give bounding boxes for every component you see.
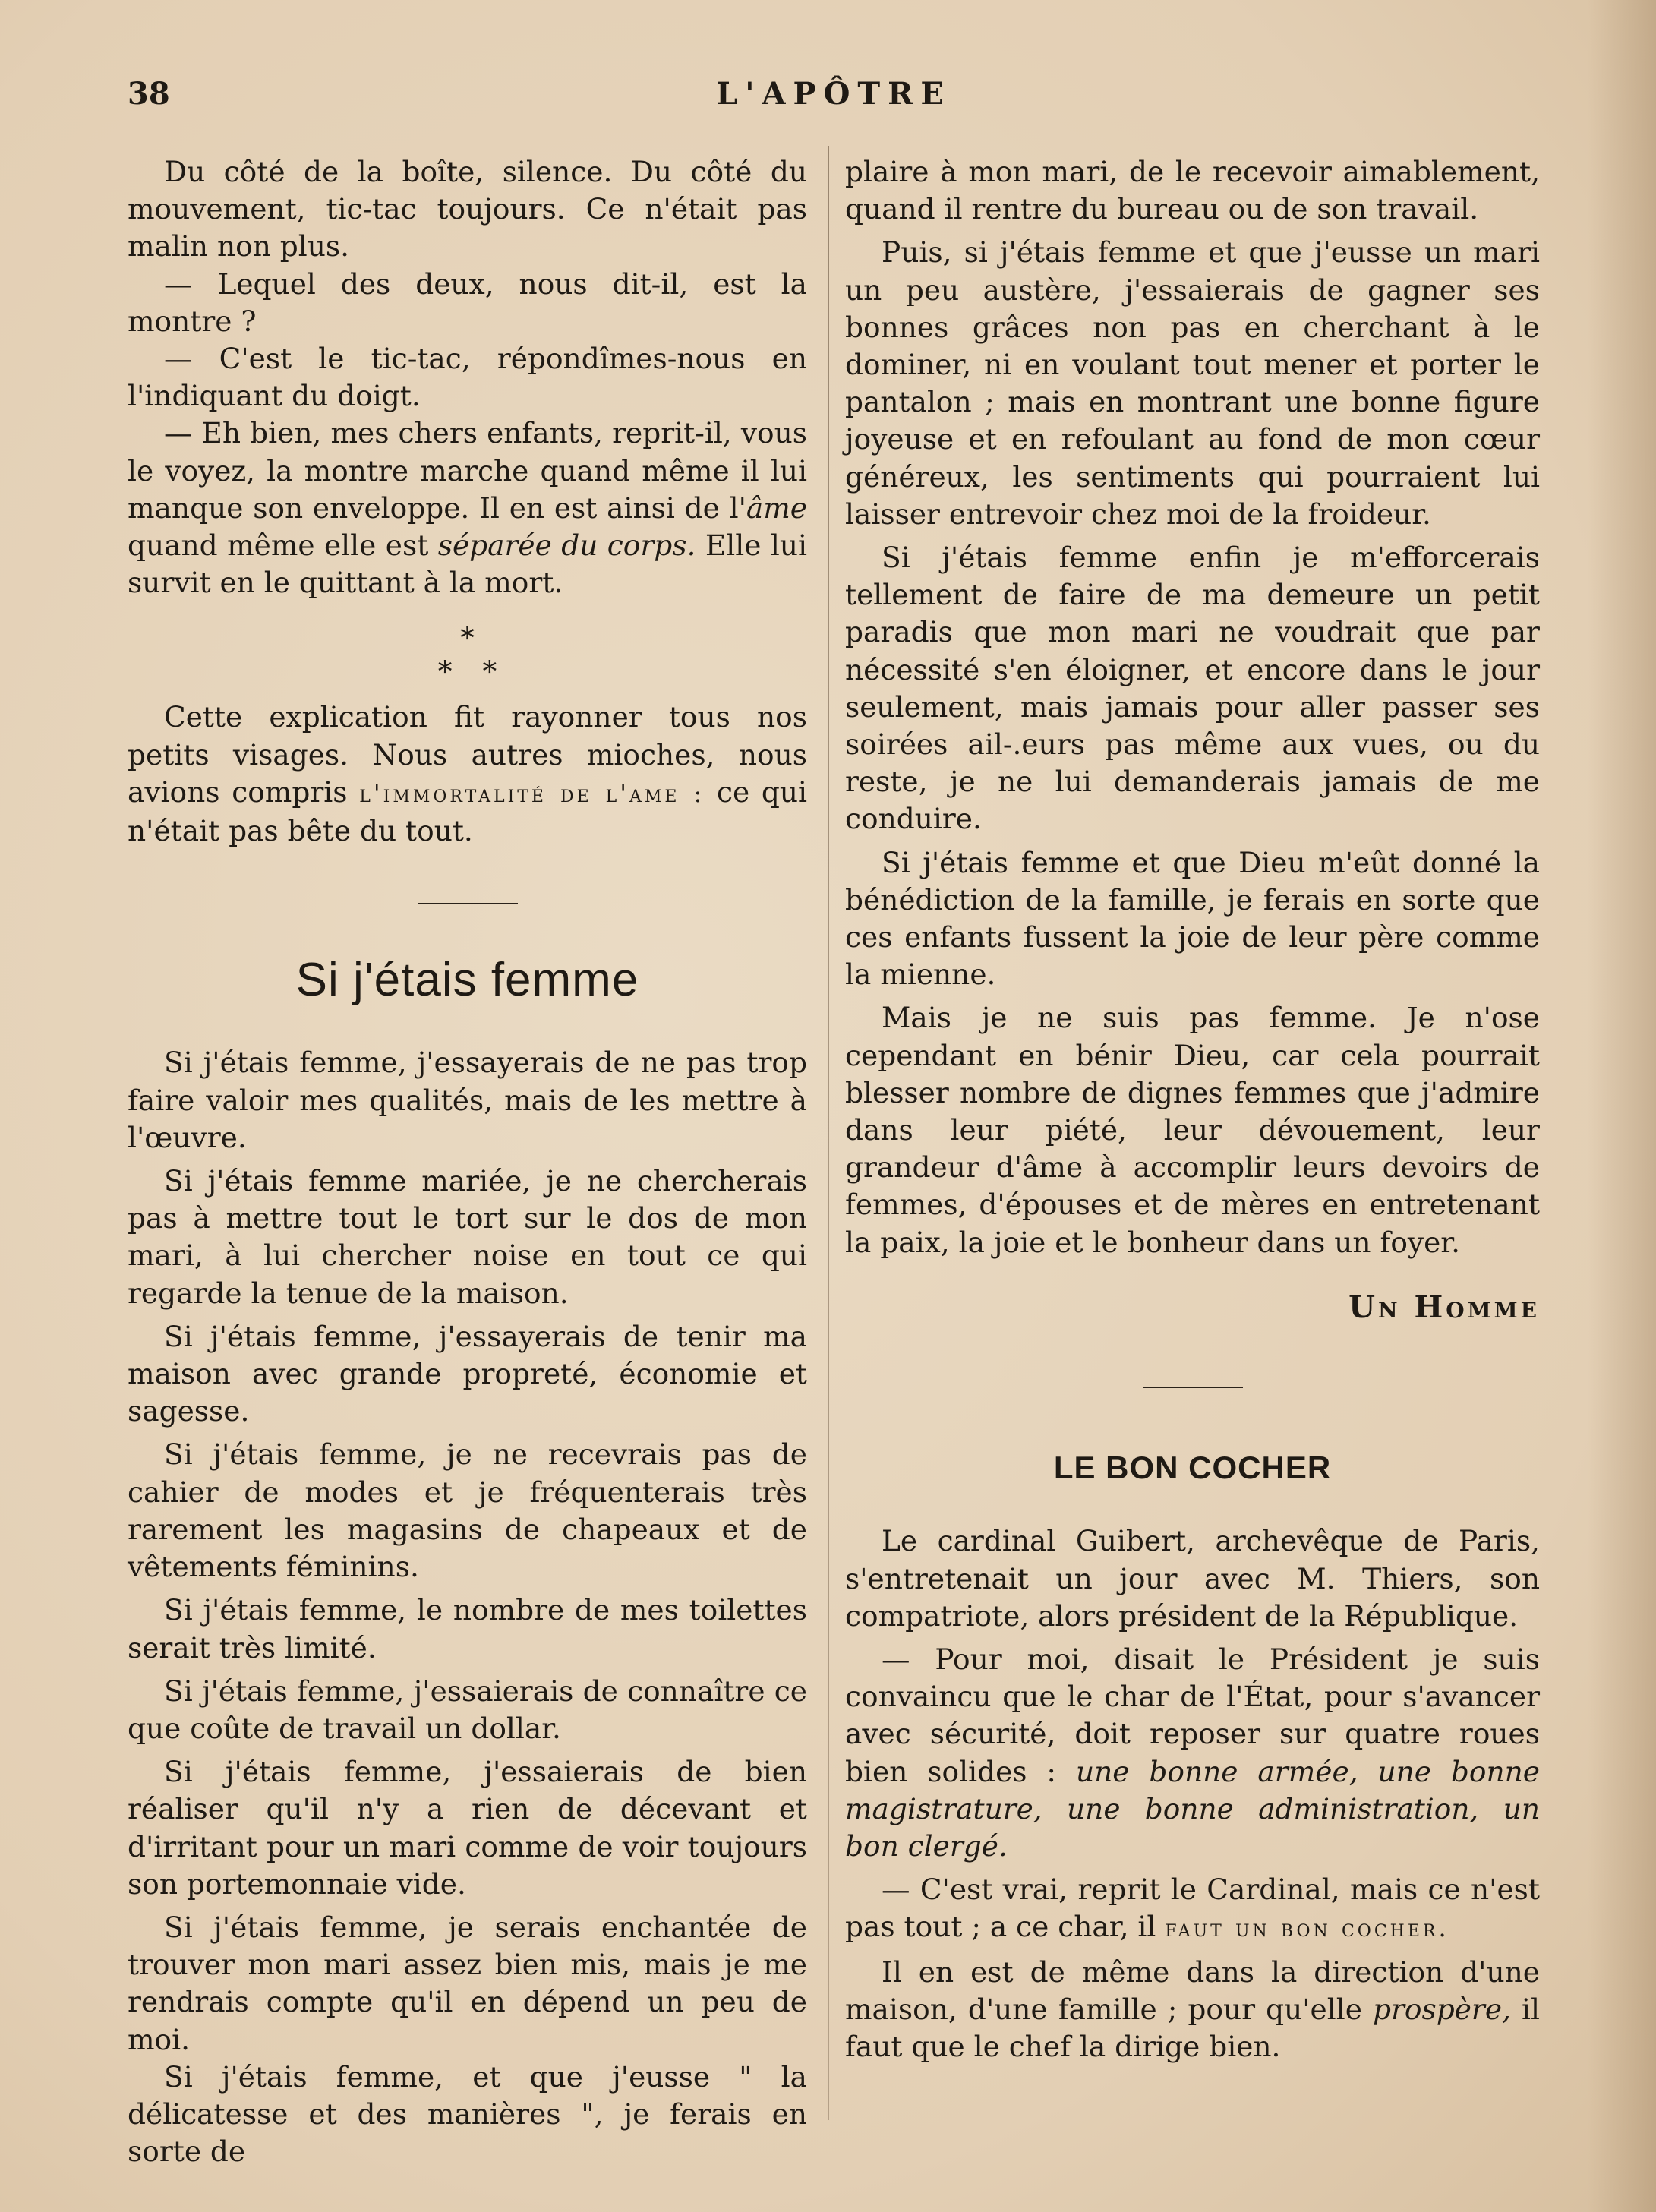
italic-text: âme [746,491,807,525]
page-number: 38 [128,76,170,112]
page-header [128,76,1540,121]
signature: Un Homme [1348,1289,1540,1325]
paragraph: Si j'étais femme, j'essaierais de connaître ce que coûte de travail un dollar. [128,1674,807,1745]
italic-text: une bonne armée, une bonne magistrature, une bonne administration, un bon clergé. [845,1754,1540,1863]
page-edge-shadow [1588,0,1656,2212]
paragraph: — Lequel des deux, nous dit-il, est la montre ? [128,267,807,338]
paragraph: Mais je ne suis pas femme. Je n'ose cependant en bénir Dieu, car cela pourrait blesser nombre de dignes femmes que j'admire dans leur piété, leur dévouement, leur grandeur d'âme à accomplir leurs devoirs de femmes, d'épouses et de mères en entretenant la paix, la joie et le bonheur dans un foyer. [845,1001,1540,1259]
paragraph: Si j'étais femme, j'essayerais de ne pas trop faire valoir mes qualités, mais de les mettre à l'œuvre. [128,1046,807,1154]
paragraph: plaire à mon mari, de le recevoir aimablement, quand il rentre du bureau ou de son travail. [845,155,1540,226]
paragraph: Si j'étais femme, et que j'eusse " la délicatesse et des manières ", je ferais en sorte de [128,2059,807,2169]
small-caps-text: faut un bon cocher. [1165,1914,1449,1943]
section-break-star: * [460,621,475,655]
text-run: Cette explication fit rayonner tous nos petits visages. Nous autres mioches, nous avions compris [128,700,807,809]
text-run: ce qui n'était pas bête du tout. [128,775,807,848]
paragraph [845,1641,1540,1865]
text-run: quand même elle est [128,529,438,563]
paragraph: Si j'étais femme enfin je m'efforcerais tellement de faire de ma demeure un petit paradis que mon mari ne voudrait que par nécessité s'en éloigner, et encore dans le jour seulement, mais jamais pour aller passer ses soirées ail-.eurs pas même aux vues, ou du reste, je ne lui demanderais jamais de me conduire. [845,541,1540,836]
paragraph: Le cardinal Guibert, archevêque de Paris, s'entretenait un jour avec M. Thiers, son compatriote, alors président de la République. [845,1524,1540,1633]
paragraph [128,699,807,850]
paragraph [128,415,807,601]
paragraph [845,1954,1540,2066]
small-caps-text: l'immortalité de l'ame : [359,778,705,808]
paragraph: Si j'étais femme, j'essaierais de bien réaliser qu'il n'y a rien de décevant et d'irritant pour un mari comme de voir toujours son portemonnaie vide. [128,1755,807,1901]
paragraph: — C'est le tic-tac, répondîmes-nous en l'indiquant du doigt. [128,342,807,413]
paragraph: Si j'étais femme, le nombre de mes toilettes serait très limité. [128,1593,807,1665]
italic-text: séparée du corps. [437,529,696,563]
paragraph: Si j'étais femme, j'essayerais de tenir ma maison avec grande propreté, économie et sagesse. [128,1319,807,1428]
paragraph: Si j'étais femme et que Dieu m'eût donné la bénédiction de la famille, je ferais en sorte que ces enfants fussent la joie de leur père comme la mienne. [845,845,1540,992]
text-run: il faut que le chef la dirige bien. [845,1992,1540,2063]
paragraph: Si j'étais femme, je ne recevrais pas de cahier de modes et je fréquenterais très rarement les magasins de chapeaux et de vêtements féminins. [128,1437,807,1584]
column-divider [828,146,829,2120]
article-title: LE BON COCHER [1053,1450,1332,1486]
paragraph: Puis, si j'étais femme et que j'eusse un mari un peu austère, j'essaierais de gagner ses bonnes grâces non pas en cherchant à le dominer, ni en voulant tout mener et porter le pantalon ; mais en montrant une bonne figure joyeuse et en refoulant au fond de mon cœur généreux, les sentiments qui pourraient lui laisser entrevoir chez moi de la froideur. [845,235,1540,531]
paragraph: Du côté de la boîte, silence. Du côté du mouvement, tic-tac toujours. Ce n'était pas malin non plus. [128,155,807,263]
section-break-stars: * * [437,655,497,689]
running-title: L'APÔTRE [716,76,951,112]
paragraph: Si j'étais femme mariée, je ne chercherais pas à mettre tout le tort sur le dos de mon mari, à lui chercher noise en tout ce qui regarde la tenue de la maison. [128,1164,807,1310]
text-run: — C'est vrai, reprit le Cardinal, mais ce n'est pas tout ; a ce char, il [845,1873,1540,1944]
paragraph: Si j'étais femme, je serais enchantée de trouver mon mari assez bien mis, mais je me rendrais compte qu'il en dépend un peu de moi. [128,1910,807,2056]
text-run: Il en est de même dans la direction d'une maison, d'une famille ; pour qu'elle [845,1955,1540,2026]
text-run: — Eh bien, mes chers enfants, reprit-il, vous le voyez, la montre marche quand même il lui manque son enveloppe. Il en est ainsi de l' [128,416,807,525]
text-run: — Pour moi, disait le Président je suis convaincu que le char de l'État, pour s'avancer avec sécurité, doit reposer sur quatre roues bien solides : [845,1642,1540,1788]
text-run: Elle lui survit en le quittant à la mort. [128,529,807,600]
italic-text: prospère, [1372,1992,1511,2026]
paragraph [845,1871,1540,1947]
left-column [128,153,807,2170]
article-title: Si j'étais femme [295,954,639,1007]
right-column [845,153,1540,2065]
